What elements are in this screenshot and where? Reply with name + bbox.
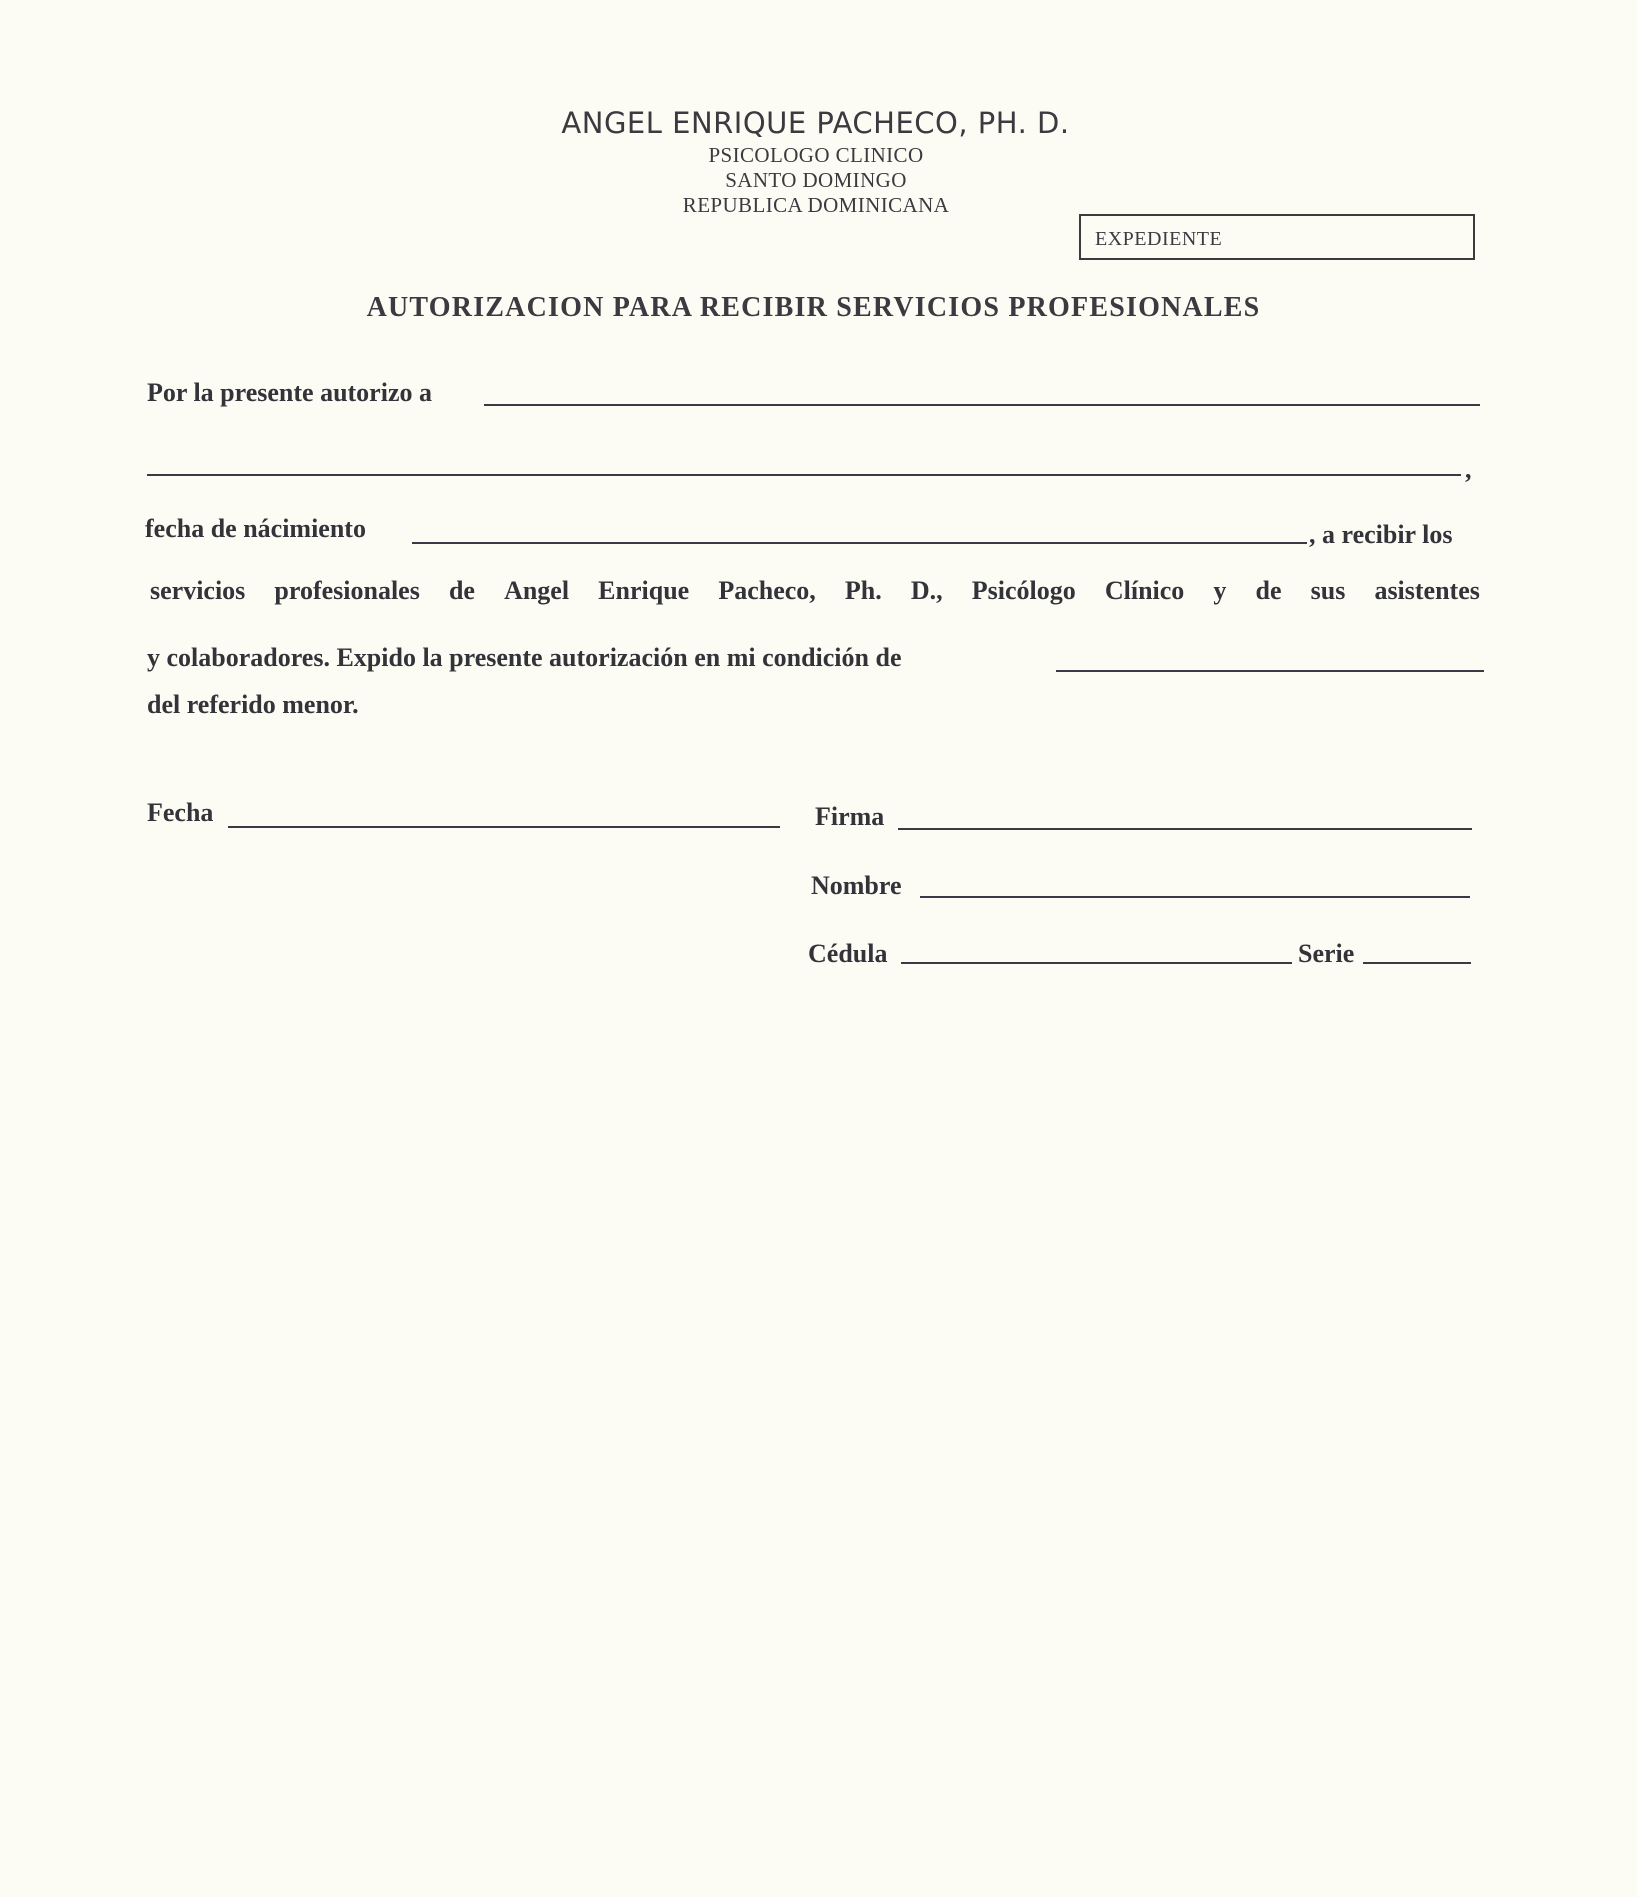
condition-prefix: y colaboradores. Expido la presente autorización en mi condición de <box>147 643 902 672</box>
word: y <box>1213 576 1227 605</box>
nombre-field[interactable] <box>920 896 1470 898</box>
word: Angel <box>504 576 570 605</box>
fecha-field[interactable] <box>228 826 780 828</box>
practitioner-name: ANGEL ENRIQUE PACHECO, PH. D. <box>561 106 1070 140</box>
birthdate-prefix: fecha de nácimiento <box>145 514 366 543</box>
birthdate-field[interactable] <box>412 542 1307 544</box>
word: sus <box>1310 576 1346 605</box>
word: profesionales <box>274 576 420 605</box>
practitioner-country: REPUBLICA DOMINICANA <box>682 193 950 217</box>
fecha-label: Fecha <box>147 798 214 827</box>
word: Ph. <box>844 576 882 605</box>
services-line <box>150 576 1480 606</box>
authorized-person-field[interactable] <box>484 404 1480 406</box>
word: de <box>1255 576 1282 605</box>
authorize-prefix: Por la presente autorizo a <box>147 378 432 407</box>
word: Enrique <box>598 576 690 605</box>
serie-field[interactable] <box>1363 962 1471 964</box>
authorized-person-field-continued[interactable] <box>147 474 1461 476</box>
practitioner-city: SANTO DOMINGO <box>725 168 907 192</box>
firma-label: Firma <box>815 802 885 831</box>
line2-comma: , <box>1465 455 1472 484</box>
firma-field[interactable] <box>898 828 1472 830</box>
word: asistentes <box>1374 576 1480 605</box>
birthdate-suffix: , a recibir los <box>1309 520 1453 549</box>
word: de <box>448 576 475 605</box>
form-title: AUTORIZACION PARA RECIBIR SERVICIOS PROFESIONALES <box>366 292 1261 323</box>
word: Clínico <box>1104 576 1185 605</box>
nombre-label: Nombre <box>811 871 902 900</box>
word: Pacheco, <box>718 576 816 605</box>
cedula-label: Cédula <box>808 939 888 968</box>
word: Psicólogo <box>971 576 1076 605</box>
condition-field[interactable] <box>1056 670 1484 672</box>
word: servicios <box>150 576 246 605</box>
cedula-field[interactable] <box>901 962 1292 964</box>
expediente-label: EXPEDIENTE <box>1095 228 1223 250</box>
referred-minor-text: del referido menor. <box>147 690 359 719</box>
serie-label: Serie <box>1298 939 1355 968</box>
practitioner-title: PSICOLOGO CLINICO <box>708 143 924 167</box>
expediente-box[interactable] <box>1079 214 1475 260</box>
word: D., <box>910 576 943 605</box>
